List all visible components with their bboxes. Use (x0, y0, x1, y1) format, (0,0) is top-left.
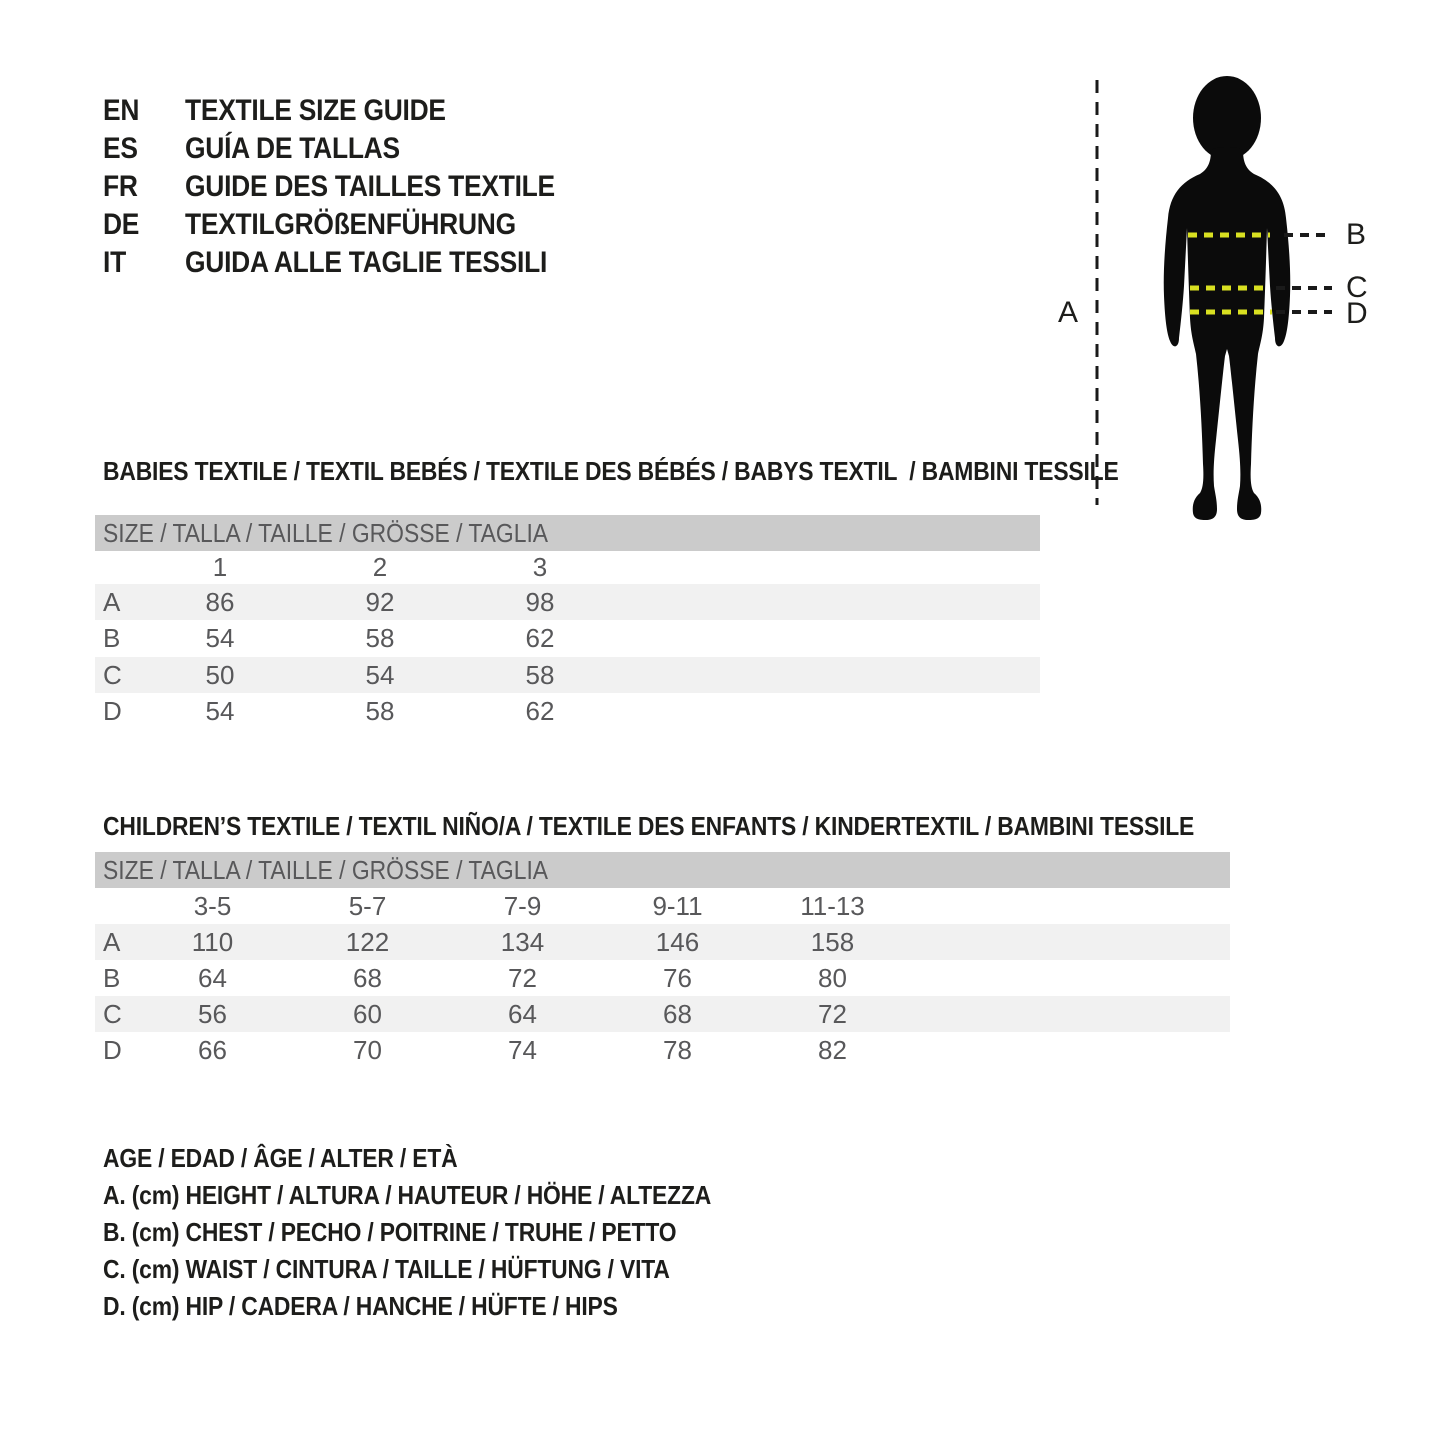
figure-label-hip: D (1346, 297, 1368, 330)
legend-waist: C. (cm) WAIST / CINTURA / TAILLE / HÜFTUNG / VITA (103, 1254, 670, 1284)
babies-table-header-bar: SIZE / TALLA / TAILLE / GRÖSSE / TAGLIA (95, 515, 1040, 551)
lang-code-de: DE (103, 208, 140, 241)
babies-size-2: 2 (372, 552, 388, 582)
measurement-legend (103, 1140, 794, 1325)
legend-age: AGE / EDAD / ÂGE / ALTER / ETÀ (103, 1143, 458, 1173)
children-row-a: A 110 122 134 146 158 (95, 924, 1230, 960)
lang-title-de: TEXTILGRÖßENFÜHRUNG (185, 208, 516, 241)
babies-row-b: B 54 58 62 (103, 623, 555, 653)
children-size-1: 3-5 (193, 890, 232, 921)
lang-code-it: IT (103, 246, 126, 279)
lang-title-es: GUÍA DE TALLAS (185, 132, 400, 165)
babies-size-row (95, 551, 1040, 584)
lang-title-en: TEXTILE SIZE GUIDE (185, 94, 446, 127)
lang-code-en: EN (103, 94, 140, 127)
lang-title-it: GUIDA ALLE TAGLIE TESSILI (185, 246, 548, 279)
children-size-4: 9-11 (652, 890, 703, 921)
child-silhouette (1164, 76, 1291, 520)
figure-label-waist: C (1346, 271, 1368, 304)
babies-size-1: 1 (212, 552, 228, 582)
figure-label-height: A (1058, 296, 1079, 329)
legend-height: A. (cm) HEIGHT / ALTURA / HAUTEUR / HÖHE / ALTEZZA (103, 1180, 712, 1210)
children-size-row (95, 888, 1230, 924)
children-section-title: CHILDREN’S TEXTILE / TEXTIL NIÑO/A / TEXTILE DES ENFANTS / KINDERTEXTIL / BAMBINI TESSILE (103, 811, 1195, 841)
children-row-d: D 66 70 74 78 82 (103, 1034, 847, 1065)
lang-code-fr: FR (103, 170, 138, 203)
figure-label-chest: B (1346, 218, 1367, 251)
babies-row-d: D 54 58 62 (103, 696, 555, 726)
babies-size-table (95, 515, 1040, 730)
children-row-c: C 56 60 64 68 72 (95, 996, 1230, 1032)
children-row-b: B 64 68 72 76 80 (103, 962, 847, 993)
babies-row-a: A 86 92 98 (95, 584, 1040, 620)
children-size-2: 5-7 (348, 890, 387, 921)
children-table-header-bar: SIZE / TALLA / TAILLE / GRÖSSE / TAGLIA (95, 852, 1230, 888)
babies-row-c: C 50 54 58 (95, 657, 1040, 693)
lang-title-fr: GUIDE DES TAILLES TEXTILE (185, 170, 555, 203)
babies-section-title: BABIES TEXTILE / TEXTIL BEBÉS / TEXTILE DES BÉBÉS / BABYS TEXTIL / BAMBINI TESSILE (103, 456, 1119, 486)
children-size-table (95, 852, 1230, 1068)
legend-hip: D. (cm) HIP / CADERA / HANCHE / HÜFTE / HIPS (103, 1291, 618, 1321)
legend-chest: B. (cm) CHEST / PECHO / POITRINE / TRUHE / PETTO (103, 1217, 677, 1247)
lang-code-es: ES (103, 132, 138, 165)
babies-size-3: 3 (532, 552, 548, 582)
children-size-5: 11-13 (800, 890, 865, 921)
children-size-3: 7-9 (503, 890, 542, 921)
